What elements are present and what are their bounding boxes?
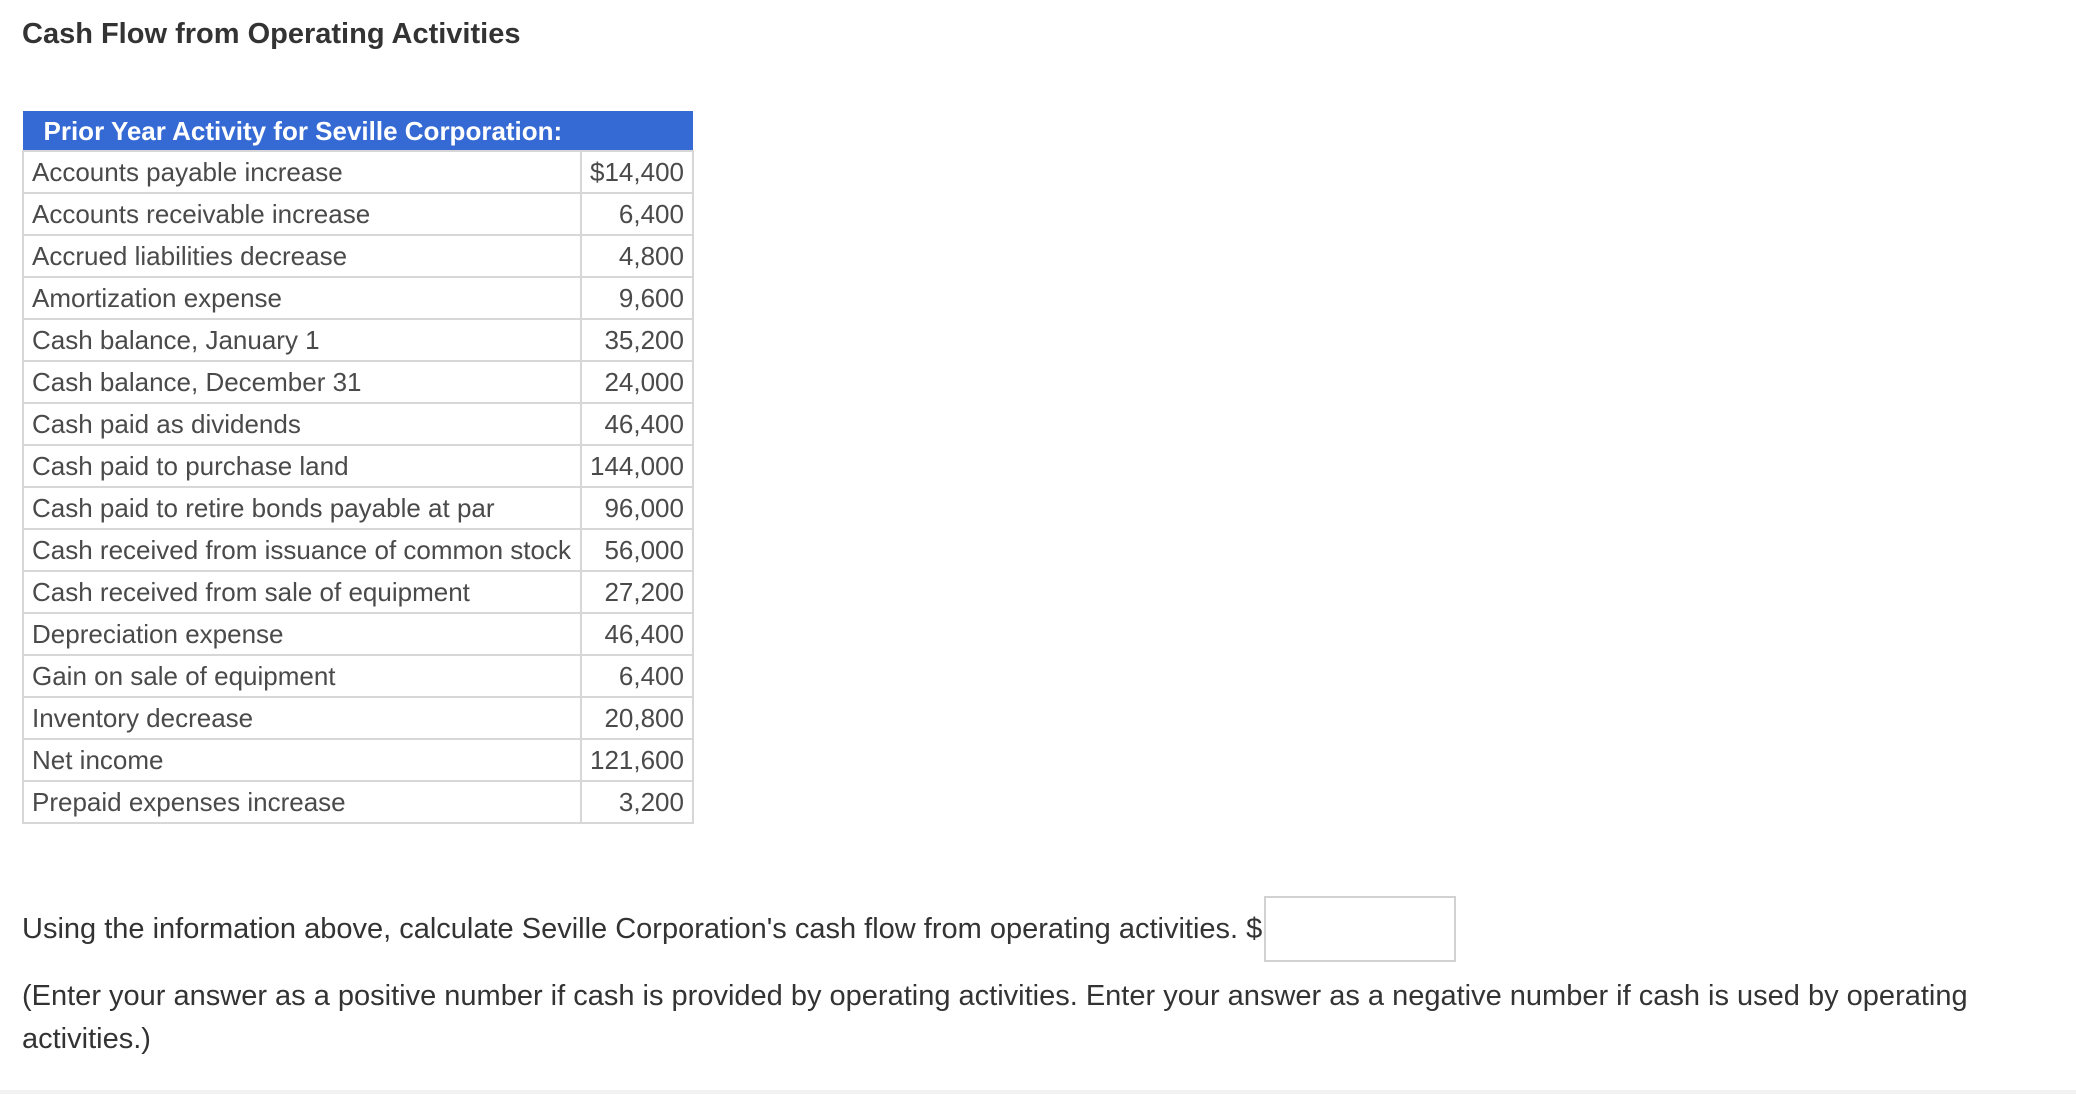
activity-label: Net income bbox=[23, 739, 581, 781]
table-row bbox=[23, 277, 693, 319]
table-row bbox=[23, 529, 693, 571]
activity-table bbox=[22, 111, 694, 824]
question-line bbox=[22, 892, 1456, 966]
table-row bbox=[23, 235, 693, 277]
activity-label: Cash received from sale of equipment bbox=[23, 571, 581, 613]
activity-amount: 27,200 bbox=[581, 571, 693, 613]
activity-amount: 144,000 bbox=[581, 445, 693, 487]
activity-amount: $14,400 bbox=[581, 151, 693, 193]
activity-label: Accounts payable increase bbox=[23, 151, 581, 193]
activity-label: Amortization expense bbox=[23, 277, 581, 319]
table-row bbox=[23, 739, 693, 781]
table-row bbox=[23, 445, 693, 487]
table-row bbox=[23, 193, 693, 235]
table-row bbox=[23, 487, 693, 529]
activity-amount: 46,400 bbox=[581, 613, 693, 655]
activity-label: Depreciation expense bbox=[23, 613, 581, 655]
activity-label: Cash balance, December 31 bbox=[23, 361, 581, 403]
question-text: Using the information above, calculate Seville Corporation's cash flow from operating activities. $ bbox=[22, 912, 1263, 945]
activity-amount: 3,200 bbox=[581, 781, 693, 823]
activity-amount: 121,600 bbox=[581, 739, 693, 781]
cash-flow-answer-input[interactable] bbox=[1264, 896, 1456, 962]
table-row bbox=[23, 655, 693, 697]
table-row bbox=[23, 319, 693, 361]
activity-amount: 4,800 bbox=[581, 235, 693, 277]
activity-label: Cash paid as dividends bbox=[23, 403, 581, 445]
activity-label: Cash paid to purchase land bbox=[23, 445, 581, 487]
page-title: Cash Flow from Operating Activities bbox=[22, 18, 521, 50]
activity-label: Cash paid to retire bonds payable at par bbox=[23, 487, 581, 529]
activity-label: Inventory decrease bbox=[23, 697, 581, 739]
activity-label: Cash balance, January 1 bbox=[23, 319, 581, 361]
table-row bbox=[23, 571, 693, 613]
page-bottom-divider bbox=[0, 1090, 2076, 1094]
activity-amount: 9,600 bbox=[581, 277, 693, 319]
table-row bbox=[23, 613, 693, 655]
activity-label: Prepaid expenses increase bbox=[23, 781, 581, 823]
table-row bbox=[23, 403, 693, 445]
activity-amount: 35,200 bbox=[581, 319, 693, 361]
activity-amount: 6,400 bbox=[581, 655, 693, 697]
table-row bbox=[23, 781, 693, 823]
activity-label: Gain on sale of equipment bbox=[23, 655, 581, 697]
table-row bbox=[23, 361, 693, 403]
activity-amount: 24,000 bbox=[581, 361, 693, 403]
table-header: Prior Year Activity for Seville Corporation: bbox=[23, 112, 693, 152]
table-row bbox=[23, 697, 693, 739]
activity-label: Accrued liabilities decrease bbox=[23, 235, 581, 277]
table-header-row bbox=[23, 112, 693, 152]
answer-instructions: (Enter your answer as a positive number if cash is provided by operating activities. Enter your answer as a negative number if cash is used by operating activities.) bbox=[22, 980, 1968, 1055]
table-body bbox=[23, 151, 693, 823]
table-row bbox=[23, 151, 693, 193]
activity-amount: 96,000 bbox=[581, 487, 693, 529]
activity-amount: 46,400 bbox=[581, 403, 693, 445]
activity-label: Cash received from issuance of common stock bbox=[23, 529, 581, 571]
activity-label: Accounts receivable increase bbox=[23, 193, 581, 235]
activity-amount: 56,000 bbox=[581, 529, 693, 571]
activity-amount: 6,400 bbox=[581, 193, 693, 235]
activity-amount: 20,800 bbox=[581, 697, 693, 739]
